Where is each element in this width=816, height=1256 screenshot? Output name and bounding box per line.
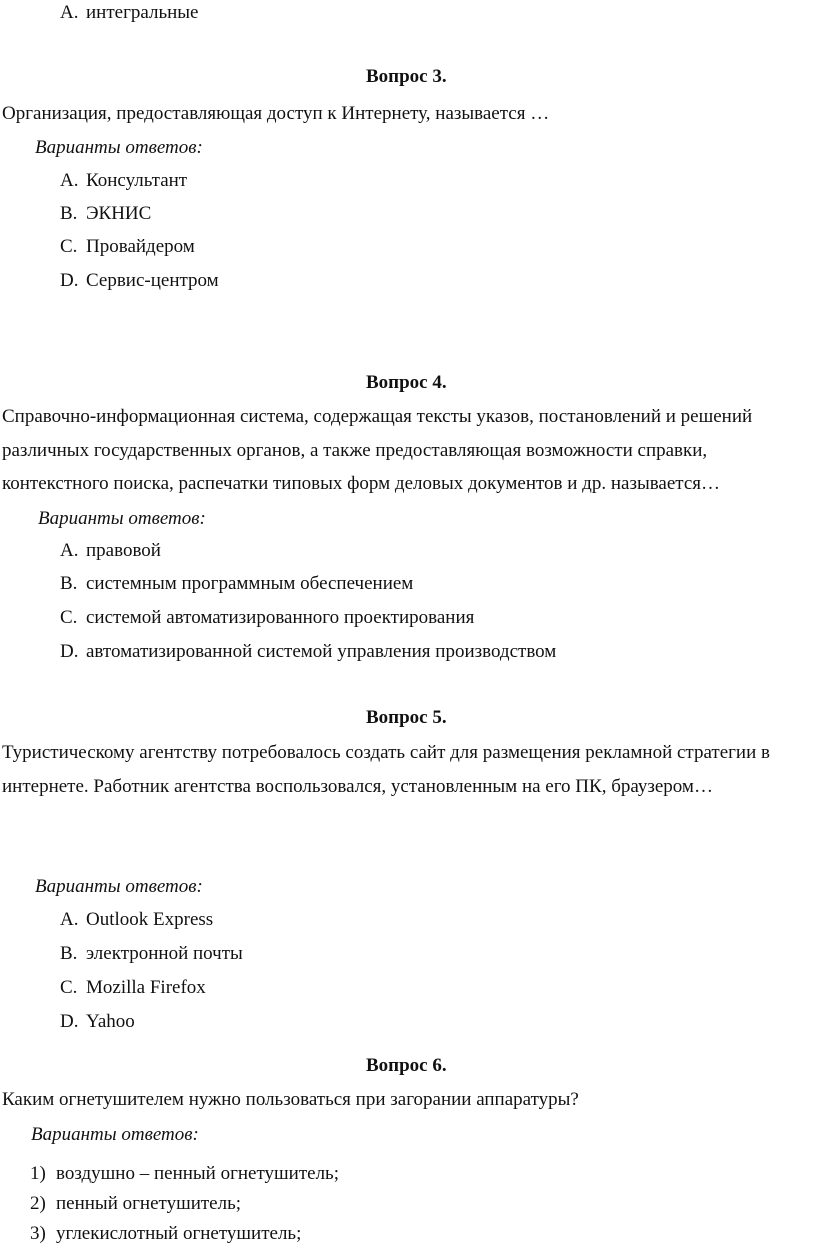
option-marker: C. (60, 607, 78, 628)
question-text: Организация, предоставляющая доступ к Интернету, называется … (2, 103, 550, 124)
list-item (30, 1193, 241, 1215)
question-text-line: различных государственных органов, а также предоставляющая возможности справки, (2, 440, 708, 461)
option-text: ЭКНИС (86, 203, 152, 224)
variants-label: Варианты ответов: (38, 508, 206, 529)
option-text: системным программным обеспечением (86, 573, 414, 594)
question-title: Вопрос 4. (366, 372, 447, 393)
option-text: Yahoo (86, 1011, 135, 1032)
variants-label: Варианты ответов: (35, 137, 203, 158)
question-text: Каким огнетушителем нужно пользоваться при загорании аппаратуры? (2, 1089, 579, 1110)
option-marker: 2) (30, 1193, 46, 1214)
option-marker: D. (60, 641, 79, 662)
option-text: Сервис-центром (86, 270, 219, 291)
option-marker: 3) (30, 1223, 46, 1244)
question-text-line: Справочно-информационная система, содержащая тексты указов, постановлений и решений (2, 406, 753, 427)
list-item (60, 170, 187, 192)
option-text: Провайдером (86, 236, 195, 257)
question-text-line: интернете. Работник агентства воспользовался, установленным на его ПК, браузером… (2, 776, 713, 797)
list-item (60, 977, 206, 999)
list-item (60, 573, 413, 595)
option-marker: A. (60, 170, 79, 191)
option-text: воздушно – пенный огнетушитель; (56, 1163, 339, 1184)
list-item (60, 943, 243, 965)
option-text: автоматизированной системой управления производством (86, 641, 557, 662)
list-item (60, 641, 556, 663)
option-marker: B. (60, 573, 78, 594)
list-item (60, 236, 195, 258)
option-marker: B. (60, 203, 78, 224)
option-marker: C. (60, 977, 78, 998)
question-title: Вопрос 5. (366, 707, 447, 728)
variants-label: Варианты ответов: (31, 1124, 199, 1145)
list-item (30, 1163, 339, 1185)
option-text: углекислотный огнетушитель; (56, 1223, 302, 1244)
question-title: Вопрос 3. (366, 66, 447, 87)
option-text: системой автоматизированного проектирования (86, 607, 475, 628)
list-item (60, 909, 213, 931)
list-item (60, 203, 151, 225)
option-text: интегральные (86, 2, 199, 23)
question-title: Вопрос 6. (366, 1055, 447, 1076)
option-marker: A. (60, 909, 79, 930)
option-text: Консультант (86, 170, 188, 191)
list-item (60, 2, 198, 24)
option-text: правовой (86, 540, 161, 561)
question-text-line: Туристическому агентству потребовалось создать сайт для размещения рекламной стратегии в (2, 742, 770, 763)
option-marker: 1) (30, 1163, 46, 1184)
list-item (60, 540, 161, 562)
list-item (60, 1011, 135, 1033)
list-item (60, 607, 474, 629)
option-marker: C. (60, 236, 78, 257)
question-text-line: контекстного поиска, распечатки типовых форм деловых документов и др. называется… (2, 473, 721, 494)
option-marker: D. (60, 270, 79, 291)
variants-label: Варианты ответов: (35, 876, 203, 897)
option-text: электронной почты (86, 943, 243, 964)
option-text: Mozilla Firefox (86, 977, 206, 998)
option-marker: B. (60, 943, 78, 964)
list-item (60, 270, 219, 292)
option-text: Outlook Express (86, 909, 214, 930)
option-marker: D. (60, 1011, 79, 1032)
option-marker: A. (60, 2, 79, 23)
option-marker: A. (60, 540, 79, 561)
list-item (30, 1223, 301, 1245)
option-text: пенный огнетушитель; (56, 1193, 242, 1214)
